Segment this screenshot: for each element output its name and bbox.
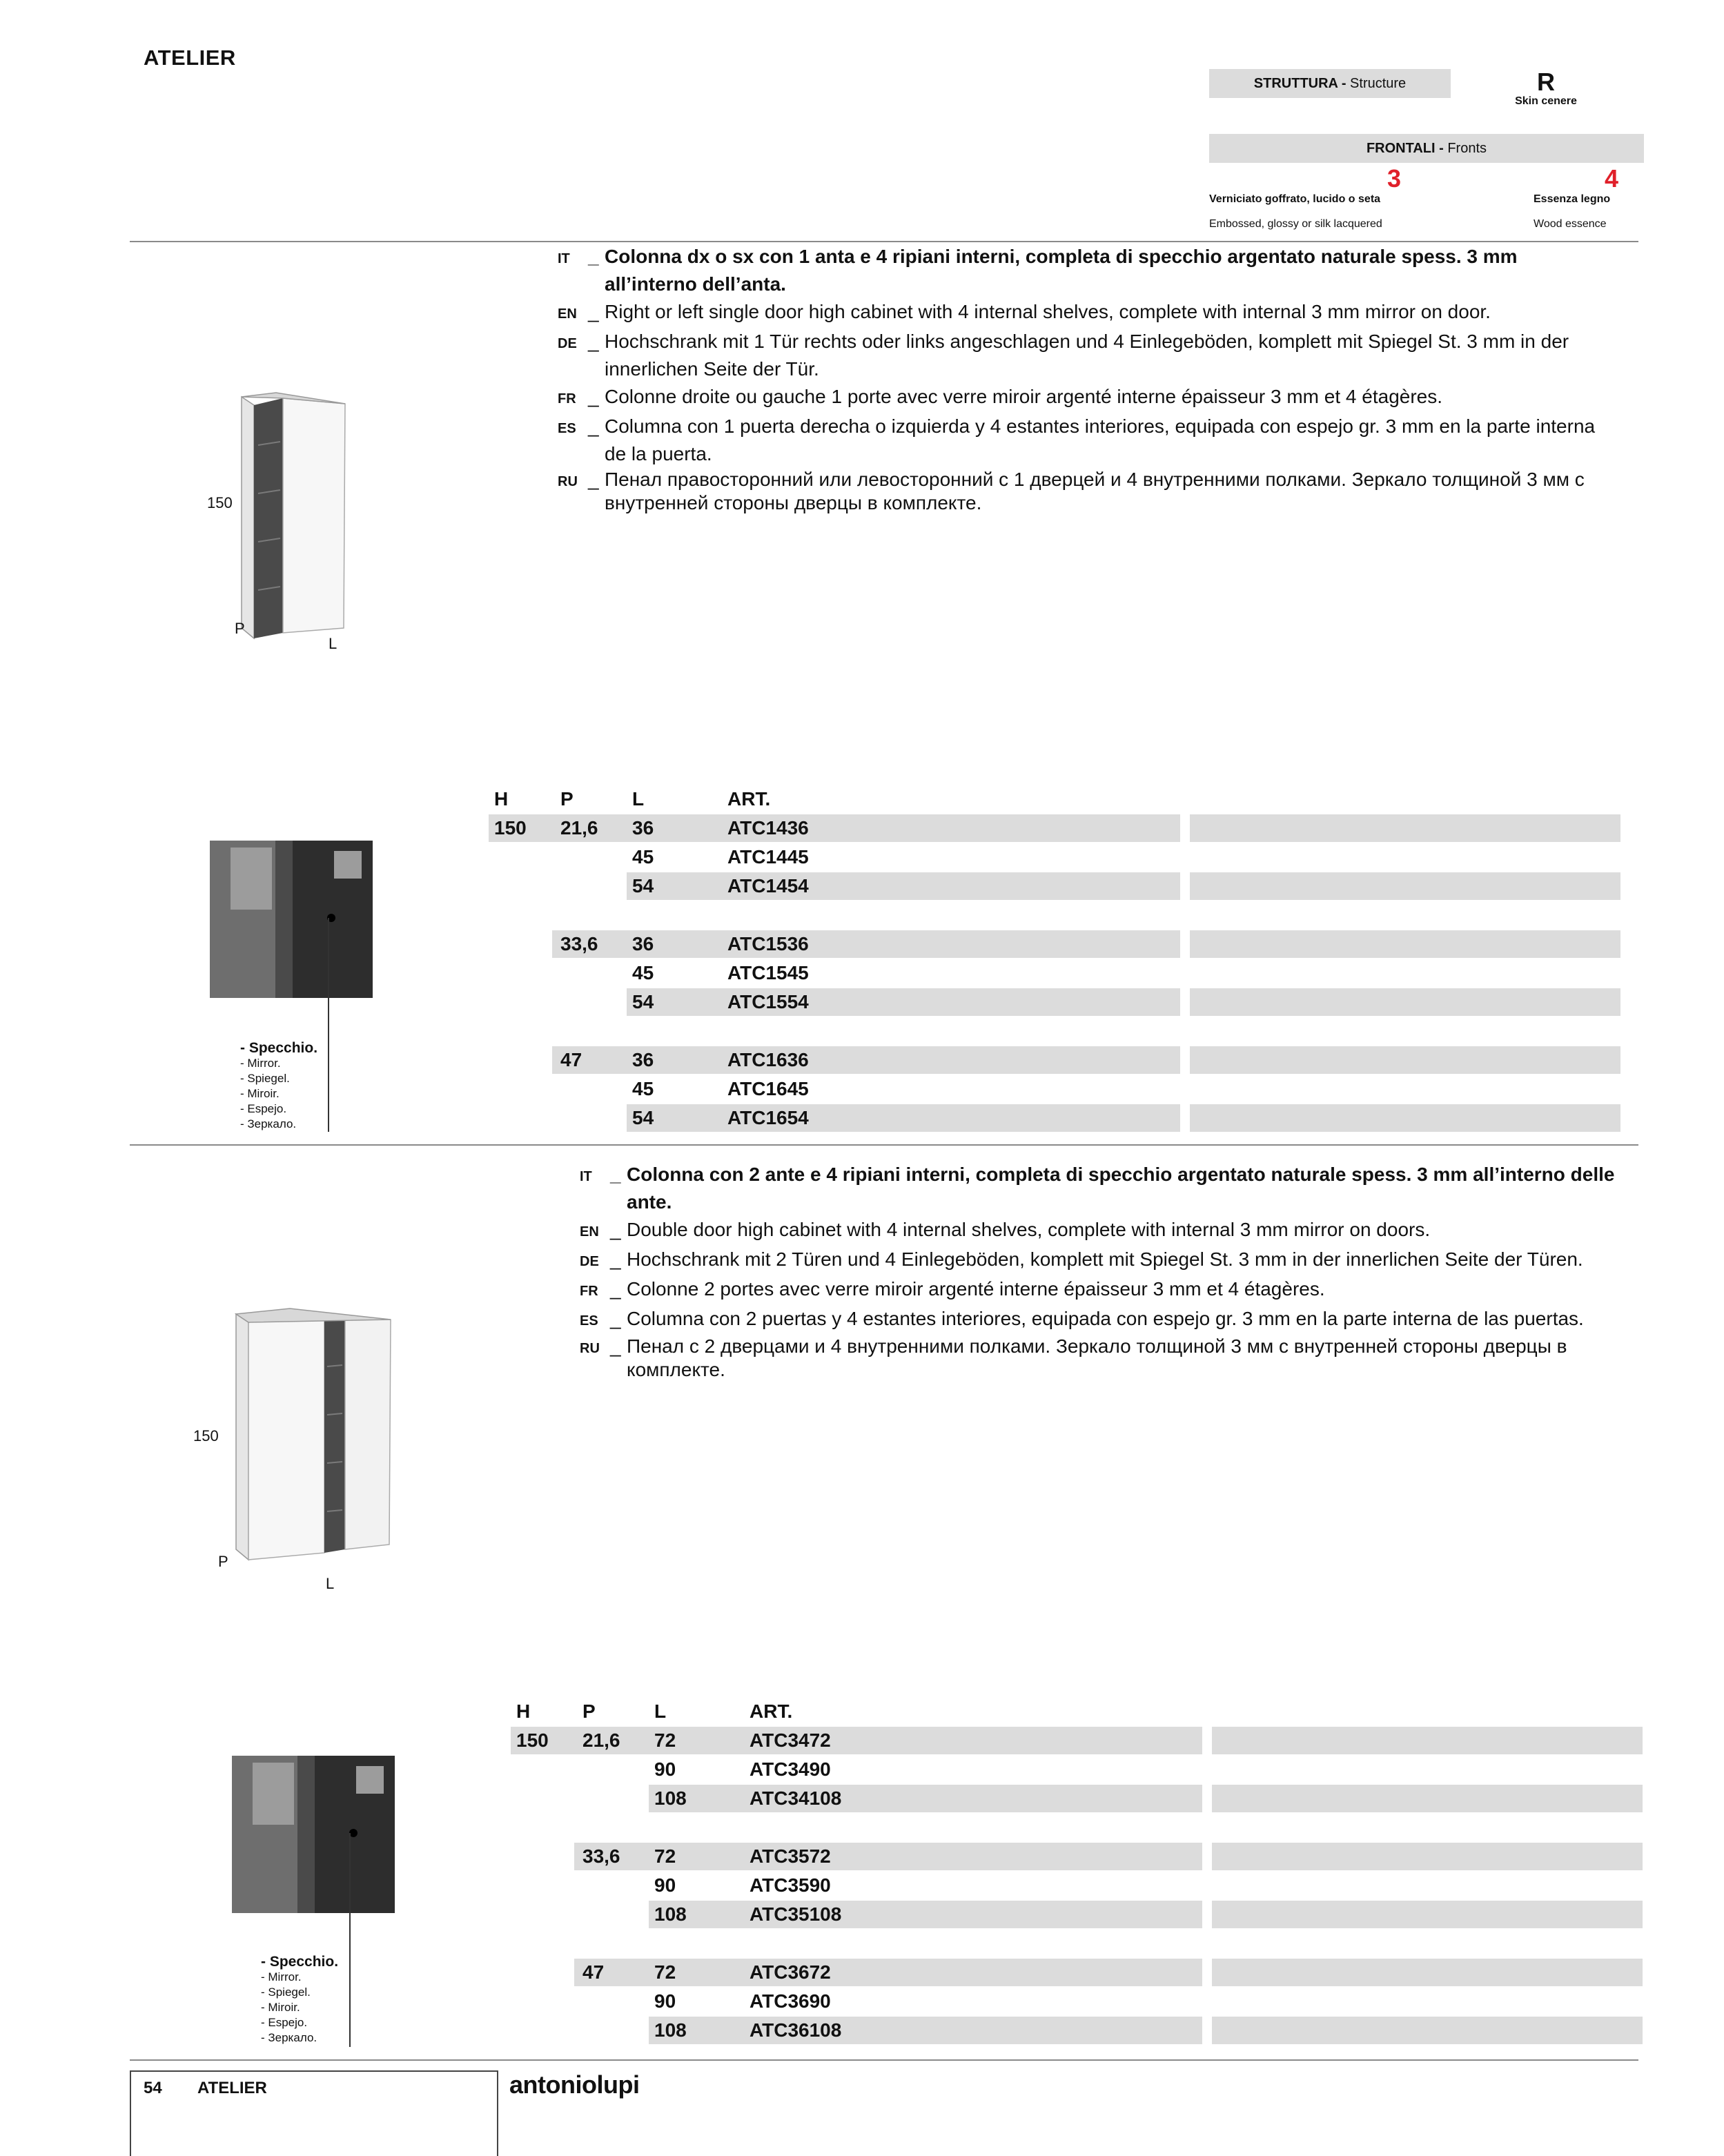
desc-row-en: EN _ Right or left single door high cabinet with 4 internal shelves, complete with internal 3 mm mirror on door. [558,301,1491,322]
table-row [511,1901,1638,1928]
cell-art: ATC3690 [750,1990,831,2012]
cell-art: ATC36108 [750,2019,842,2041]
cabinet1-drawing [235,390,359,645]
desc-row-fr: FR _ Colonne droite ou gauche 1 porte avec verre miroir argenté interne épaisseur 3 mm et 4 étagères. [558,386,1443,407]
table-row [489,1046,1620,1074]
cell-l: 54 [632,991,654,1012]
mirror-leader-2 [349,1833,351,2047]
cell-l: 72 [654,1729,676,1751]
cell-l: 90 [654,1990,676,2012]
table-row [489,959,1620,987]
cell-art: ATC3572 [750,1845,831,1867]
cell-l: 36 [632,933,654,954]
cell-p: 47 [582,1961,605,1983]
desc-row-de: DE _ Hochschrank mit 1 Tür rechts oder links angeschlagen und 4 Einlegeböden, komplett mit Spiegel St. 3 mm in der innerlichen Seite der Tür. [558,331,1569,380]
cell-art: ATC35108 [750,1903,842,1925]
cell-l: 45 [632,846,654,868]
header-art: ART. [750,1701,793,1722]
fronts-bar [1209,134,1644,163]
table-row [489,1075,1620,1103]
cell-p: 47 [560,1049,582,1070]
structure-bar [1209,69,1451,98]
cell-art: ATC34108 [750,1787,842,1809]
cell-l: 72 [654,1961,676,1983]
front-code-4: 4 [1605,164,1619,193]
desc-row-it: IT _ Colonna dx o sx con 1 anta e 4 ripiani interni, completa di specchio argentato naturale spess. 3 mm all’interno dell’anta. [558,246,1518,295]
cell-art: ATC1554 [727,991,809,1012]
header-h: H [516,1701,531,1722]
cabinet1-width-label: L [329,635,337,652]
table-row [489,843,1620,871]
desc-row-en: EN _ Double door high cabinet with 4 internal shelves, complete with internal 3 mm mirror on doors. [580,1219,1431,1240]
desc-row-it: IT _ Colonna con 2 ante e 4 ripiani interni, completa di specchio argentato naturale spess. 3 mm all’interno delle ante. [580,1164,1615,1213]
divider [130,1144,1638,1146]
table-row [489,872,1620,900]
fronts-label-en: Fronts [1443,141,1487,156]
desc-row-fr: FR _ Colonne 2 portes avec verre miroir argenté interne épaisseur 3 mm et 4 étagères. [580,1278,1325,1300]
product2-description [580,1161,1622,1382]
cell-p: 21,6 [560,817,598,839]
cabinet1-depth-label: P [235,620,245,637]
footer-section: ATELIER [197,2079,267,2097]
front-3-label-en: Embossed, glossy or silk lacquered [1209,218,1382,230]
structure-label-en: Structure [1346,76,1407,91]
header-l: L [654,1701,667,1722]
mirror-leader-1 [328,918,329,1132]
footer-box [130,2070,498,2156]
cell-h: 150 [516,1729,549,1751]
table-row [489,1104,1620,1132]
table-row [511,1872,1638,1899]
brand-title: ATELIER [144,46,236,70]
cell-l: 90 [654,1758,676,1780]
header-art: ART. [727,788,771,810]
header-p: P [582,1701,596,1722]
front-code-3: 3 [1387,164,1402,193]
desc-row-ru: RU _ Пенал с 2 дверцами и 4 внутренними полками. Зеркало толщиной 3 мм с внутренней стороны дверцы в комплекте. [580,1335,1567,1380]
cabinet1-height-label: 150 [207,494,233,511]
cell-h: 150 [494,817,527,839]
product1-description [558,243,1614,515]
cell-l: 108 [654,1903,687,1925]
desc-row-ru: RU _ Пенал правосторонний или левосторонний с 1 дверцей и 4 внутренними полками. Зеркало толщиной 3 мм с внутренней стороны дверцы в комплекте. [558,469,1585,513]
desc-row-de: DE _ Hochschrank mit 2 Türen und 4 Einlegeböden, komplett mit Spiegel St. 3 mm in der innerlichen Seite der Türen. [580,1248,1583,1270]
mirror-photo-1 [210,841,373,998]
cell-l: 45 [632,1078,654,1099]
cell-art: ATC1445 [727,846,809,868]
cabinet2-width-label: L [326,1575,335,1592]
divider [130,241,1638,242]
desc-row-es: ES _ Columna con 2 puertas y 4 estantes interiores, equipada con espejo gr. 3 mm en la parte interna de las puertas. [580,1308,1584,1329]
mirror-legend-1: - Specchio. - Mirror. - Spiegel. - Miroir. - Espejo. - Зеркало. [240,1040,318,1130]
cell-p: 21,6 [582,1729,620,1751]
mirror-photo-2 [232,1756,395,1913]
front-4-label-en: Wood essence [1534,218,1607,230]
table-row [489,814,1620,842]
cell-l: 90 [654,1874,676,1896]
cell-p: 33,6 [582,1845,620,1867]
cell-art: ATC3472 [750,1729,831,1751]
table-row [511,1785,1638,1812]
fronts-label: FRONTALI - [1366,141,1444,156]
cell-art: ATC3590 [750,1874,831,1896]
table-row [511,1727,1638,1754]
cell-l: 54 [632,1107,654,1128]
mirror-legend-2: - Specchio. - Mirror. - Spiegel. - Miroir. - Espejo. - Зеркало. [261,1954,339,2044]
cell-art: ATC1454 [727,875,809,896]
table-header [511,1698,1638,1725]
product2-table [511,1698,1638,2043]
cabinet2-depth-label: P [218,1553,228,1570]
front-4-label: Essenza legno [1534,193,1611,205]
product1-table [489,785,1620,1130]
cell-art: ATC1654 [727,1107,809,1128]
cell-art: ATC1436 [727,817,809,839]
cabinet2-drawing [228,1304,400,1567]
cell-art: ATC1545 [727,962,809,983]
brand-logo: antoniolupi [509,2070,640,2099]
divider [130,2059,1638,2061]
table-header [489,785,1620,813]
desc-row-es: ES _ Columna con 1 puerta derecha o izquierda y 4 estantes interiores, equipada con espejo gr. 3 mm en la parte interna de la puerta. [558,415,1596,464]
cell-l: 72 [654,1845,676,1867]
cell-art: ATC3490 [750,1758,831,1780]
table-row [489,930,1620,958]
cell-l: 54 [632,875,654,896]
cell-art: ATC1645 [727,1078,809,1099]
cell-l: 36 [632,817,654,839]
header-h: H [494,788,509,810]
table-row [511,2017,1638,2044]
cabinet2-height-label: 150 [193,1427,219,1444]
table-row [511,1756,1638,1783]
header-p: P [560,788,574,810]
cell-l: 108 [654,1787,687,1809]
cell-art: ATC3672 [750,1961,831,1983]
structure-code: R [1537,68,1555,96]
table-row [489,988,1620,1016]
table-row [511,1988,1638,2015]
structure-label: STRUTTURA - [1253,76,1346,91]
cell-l: 108 [654,2019,687,2041]
cell-l: 36 [632,1049,654,1070]
table-row [511,1843,1638,1870]
page-number: 54 [144,2079,162,2097]
structure-finish: Skin cenere [1515,95,1577,107]
front-3-label: Verniciato goffrato, lucido o seta [1209,193,1381,205]
header-l: L [632,788,645,810]
table-row [511,1959,1638,1986]
cell-l: 45 [632,962,654,983]
cell-art: ATC1536 [727,933,809,954]
cell-p: 33,6 [560,933,598,954]
cell-art: ATC1636 [727,1049,809,1070]
